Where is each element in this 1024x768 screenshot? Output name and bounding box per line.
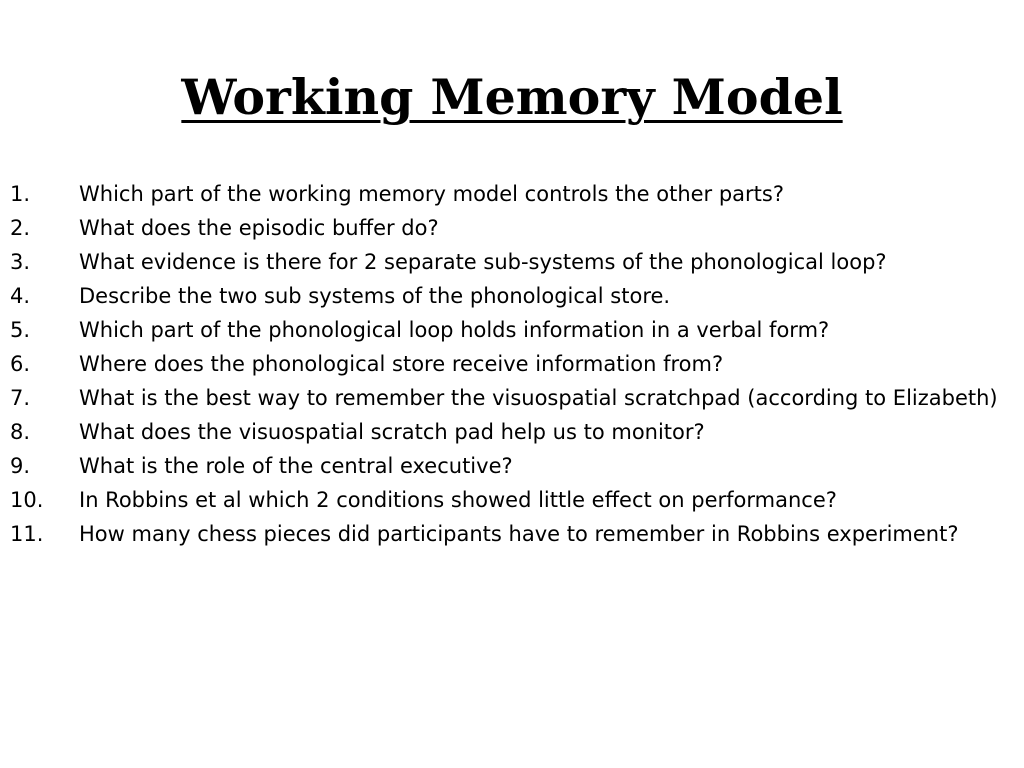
question-item [0, 282, 1010, 310]
question-text: Describe the two sub systems of the phonological store. [79, 284, 671, 308]
question-text: How many chess pieces did participants have to remember in Robbins experiment? [79, 522, 959, 546]
question-text: Which part of the working memory model controls the other parts? [79, 182, 785, 206]
question-text: What is the role of the central executive? [79, 454, 513, 478]
question-item [0, 418, 1010, 446]
question-text: What is the best way to remember the visuospatial scratchpad (according to Elizabeth) [79, 386, 998, 410]
question-item [0, 520, 1010, 548]
slide-title: Working Memory Model [181, 68, 843, 126]
question-number: 1. [10, 182, 31, 206]
question-number: 9. [10, 454, 31, 478]
question-text: What evidence is there for 2 separate sub-systems of the phonological loop? [79, 250, 887, 274]
question-item [0, 486, 1010, 514]
question-number: 4. [10, 284, 31, 308]
question-text: Where does the phonological store receive information from? [79, 352, 724, 376]
question-item [0, 452, 1010, 480]
question-number: 6. [10, 352, 31, 376]
question-item [0, 248, 1010, 276]
question-number: 8. [10, 420, 31, 444]
question-text: What does the episodic buffer do? [79, 216, 439, 240]
question-list [0, 180, 1010, 554]
question-item [0, 214, 1010, 242]
question-item [0, 316, 1010, 344]
question-item [0, 350, 1010, 378]
question-number: 5. [10, 318, 31, 342]
question-number: 2. [10, 216, 31, 240]
question-number: 3. [10, 250, 31, 274]
question-text: In Robbins et al which 2 conditions showed little effect on performance? [79, 488, 837, 512]
question-text: Which part of the phonological loop holds information in a verbal form? [79, 318, 830, 342]
question-item [0, 180, 1010, 208]
question-number: 7. [10, 386, 31, 410]
question-number: 11. [10, 522, 44, 546]
question-item [0, 384, 1010, 412]
question-number: 10. [10, 488, 44, 512]
question-text: What does the visuospatial scratch pad help us to monitor? [79, 420, 705, 444]
